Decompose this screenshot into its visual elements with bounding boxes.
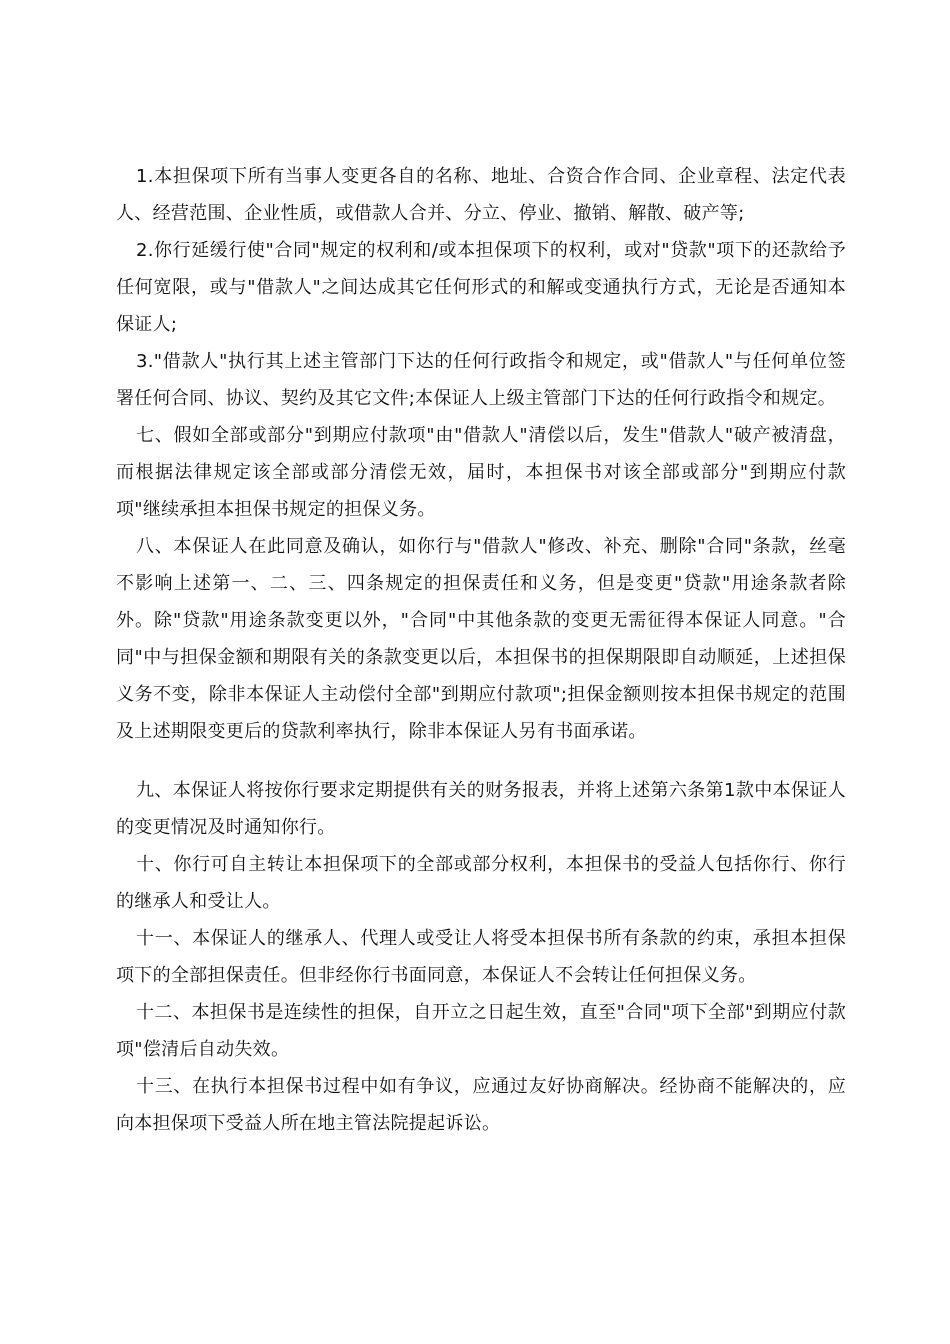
clause-paragraph: 1.本担保项下所有当事人变更各自的名称、地址、合资合作合同、企业章程、法定代表人、经营范围、企业性质，或借款人合并、分立、停业、撤销、解散、破产等; (116, 166, 846, 224)
clause-paragraph: 2.你行延缓行使"合同"规定的权利和/或本担保项下的权利，或对"贷款"项下的还款给予任何宽限，或与"借款人"之间达成其它任何形式的和解或变通执行方式，无论是否通知本保证人; (116, 240, 846, 335)
document-body (116, 158, 846, 1142)
clause-paragraph: 九、本保证人将按你行要求定期提供有关的财务报表，并将上述第六条第1款中本保证人的变更情况及时通知你行。 (116, 780, 846, 838)
clause-paragraph: 十三、在执行本担保书过程中如有争议，应通过友好协商解决。经协商不能解决的，应向本担保项下受益人所在地主管法院提起诉讼。 (116, 1076, 846, 1134)
clause-paragraph: 八、本保证人在此同意及确认，如你行与"借款人"修改、补充、删除"合同"条款，丝毫不影响上述第一、二、三、四条规定的担保责任和义务，但是变更"贷款"用途条款者除外。除"贷款"用途条款变更以外，"合同"中其他条款的变更无需征得本保证人同意。"合同"中与担保金额和期限有关的条款变更以后，本担保书的担保期限即自动顺延，上述担保义务不变，除非本保证人主动偿付全部"到期应付款项";担保金额则按本担保书规定的范围及上述期限变更后的贷款利率执行，除非本保证人另有书面承诺。 (116, 536, 846, 742)
clause-paragraph: 十、你行可自主转让本担保项下的全部或部分权利，本担保书的受益人包括你行、你行的继承人和受让人。 (116, 854, 846, 912)
clause-paragraph: 十一、本保证人的继承人、代理人或受让人将受本担保书所有条款的约束，承担本担保项下的全部担保责任。但非经你行书面同意，本保证人不会转让任何担保义务。 (116, 928, 846, 986)
clause-paragraph: 七、假如全部或部分"到期应付款项"由"借款人"清偿以后，发生"借款人"破产被清盘，而根据法律规定该全部或部分清偿无效，届时，本担保书对该全部或部分"到期应付款项"继续承担本担保书规定的担保义务。 (116, 425, 846, 520)
clause-paragraph: 十二、本担保书是连续性的担保，自开立之日起生效，直至"合同"项下全部"到期应付款项"偿清后自动失效。 (116, 1002, 846, 1060)
paragraph-gap (116, 750, 846, 772)
clause-paragraph: 3."借款人"执行其上述主管部门下达的任何行政指令和规定，或"借款人"与任何单位签署任何合同、协议、契约及其它文件;本保证人上级主管部门下达的任何行政指令和规定。 (116, 351, 846, 409)
